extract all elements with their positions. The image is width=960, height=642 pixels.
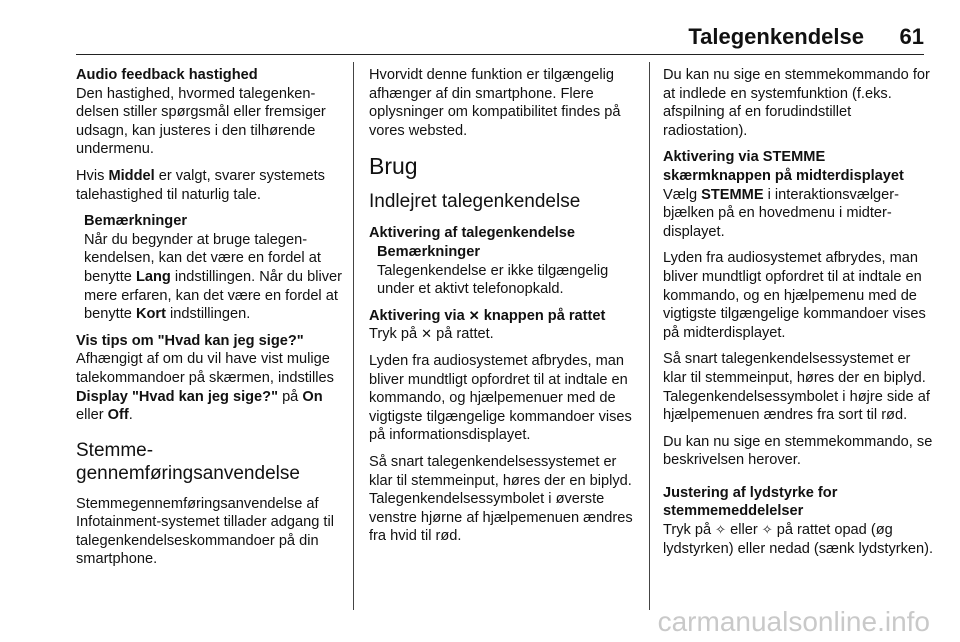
voice-button-icon: ✕ <box>421 326 433 342</box>
voice-button-icon: ✕ <box>468 307 480 323</box>
text: Hvis <box>76 167 109 184</box>
text: indstillingen. Når du bliver mere erfaren, kan det være en fordel at benytte <box>84 268 342 323</box>
note-title: Bemærkninger <box>84 213 187 230</box>
term-kort: Kort <box>135 306 166 323</box>
text: Afhængigt af om du vil have vist mulige talekommandoer på skærmen, indstilles <box>76 351 334 386</box>
heading-tips: Vis tips om "Hvad kan jeg sige?" <box>76 332 304 349</box>
text: . <box>128 407 133 424</box>
term-on: On <box>302 388 323 405</box>
watermark: carmanualsonline.info <box>657 606 930 637</box>
text: er valgt, svarer systemets talehastighed til naturlig tale. <box>76 167 325 203</box>
text: Når du begynder at bruge talegenkendelsen, kan det være en fordel at benytte <box>84 231 321 285</box>
text: i interaktionsvælgerbjælken på en hovedmenu i midterdisplayet. <box>663 186 900 240</box>
paragraph-middel <box>76 167 348 204</box>
note-block-2 <box>369 243 641 299</box>
paragraph-klar: Så snart talegenkendelsessystemet er klar til stemmeinput, høres der en biplyd. Talegenkendelsessymbolet i højre side af hjælpemenuen ændres fra sort til rød. <box>663 351 930 424</box>
term-lang: Lang <box>135 268 171 285</box>
column-3 <box>663 66 935 566</box>
term-display: Display "Hvad kan jeg sige?" <box>76 388 279 405</box>
column-divider-1 <box>353 62 354 610</box>
page-number: 61 <box>899 24 924 49</box>
text: Aktivering via <box>369 307 469 324</box>
note-text: Talegenkendelse er ikke tilgængelig under et aktivt telefonopkald. <box>377 262 609 298</box>
paragraph-lyd: Lyden fra audiosystemet afbrydes, man bliver mundtligt opfordret til at indtale en kommando, og hjælpemenuer med de vigtigste tilgængelige kommandoer vises på informationsdisplayet. <box>369 352 632 444</box>
paragraph-stemme: Stemmegennemføringsanvendelse af Infotainment-systemet tillader adgang til talegenkendelseskommandoer på din smartphone. <box>76 495 334 568</box>
text: knappen på rattet <box>479 307 606 324</box>
column-2 <box>369 66 641 554</box>
page-title: Talegenkendelse <box>688 24 864 49</box>
heading-justering: Justering af lydstyrke for stemmemeddelelser <box>663 484 838 520</box>
text: på <box>278 388 303 405</box>
text: på rattet. <box>432 326 494 343</box>
text: indstillingen. <box>165 306 251 323</box>
heading-brug: Brug <box>369 153 418 180</box>
paragraph-klar: Så snart talegenkendelsessystemet er klar til stemmeinput, høres der en biplyd. Talegenkendelsessymbolet i øverste venstre hjørne af hjælpemenuen ændres fra hvid til rød. <box>369 453 633 545</box>
header-rule <box>76 54 924 55</box>
heading-stemme-knap: Aktivering via STEMME skærmknappen på midterdisplayet <box>663 149 904 184</box>
paragraph-lyd: Lyden fra audiosystemet afbrydes, man bliver mundtligt opfordret til at indtale en kommando, og en hjælpemenu med de vigtigste tilgængelige kommandoer vises på midterdisplayet. <box>663 250 926 341</box>
text: Tryk på <box>663 522 716 539</box>
paragraph-tryk-vol <box>663 521 935 558</box>
text: eller <box>726 522 762 539</box>
paragraph-intro: Hvorvidt denne funktion er tilgængelig afhænger af din smartphone. Flere oplysninger om kompatibilitet findes på vores websted. <box>369 67 621 139</box>
heading-aktivering: Aktivering af talegenkendelse <box>369 225 576 242</box>
note-text <box>84 231 348 324</box>
term-middel: Middel <box>108 167 155 184</box>
heading-stemme: Stemmegennemføringsanvendelse <box>76 439 300 484</box>
volume-up-icon: ✧ <box>715 522 727 538</box>
paragraph-tips <box>76 350 348 424</box>
text: på rattet opad (øg lydstyrken) eller nedad (sænk lydstyrken). <box>663 522 934 557</box>
note-block <box>76 212 348 324</box>
paragraph-audio-feedback: Den hastighed, hvormed talegenkendelsen stiller spørgsmål eller fremsiger udsagn, kan justeres i den tilhørende undermenu. <box>76 85 326 158</box>
heading-aktivering-knap <box>369 307 641 326</box>
column-1 <box>76 66 348 577</box>
heading-indlejret: Indlejret talegenkendelse <box>369 191 581 213</box>
paragraph-tryk <box>369 325 641 344</box>
page-header <box>76 24 924 52</box>
column-divider-2 <box>649 62 650 610</box>
term-stemme: STEMME <box>701 186 764 203</box>
term-off: Off <box>107 407 129 424</box>
paragraph-vaelg <box>663 186 935 242</box>
text: Tryk på <box>369 326 422 343</box>
note-title: Bemærkninger <box>377 243 480 260</box>
text: eller <box>76 407 108 424</box>
heading-audio-feedback: Audio feedback hastighed <box>76 67 258 83</box>
text: Vælg <box>663 186 702 203</box>
paragraph-sige-2: Du kan nu sige en stemmekommando, se beskrivelsen herover. <box>663 433 933 469</box>
volume-down-icon: ✧ <box>761 522 773 538</box>
paragraph-sige: Du kan nu sige en stemmekommando for at indlede en systemfunktion (f.eks. afspilning af en forudindstillet radiostation). <box>663 67 930 139</box>
